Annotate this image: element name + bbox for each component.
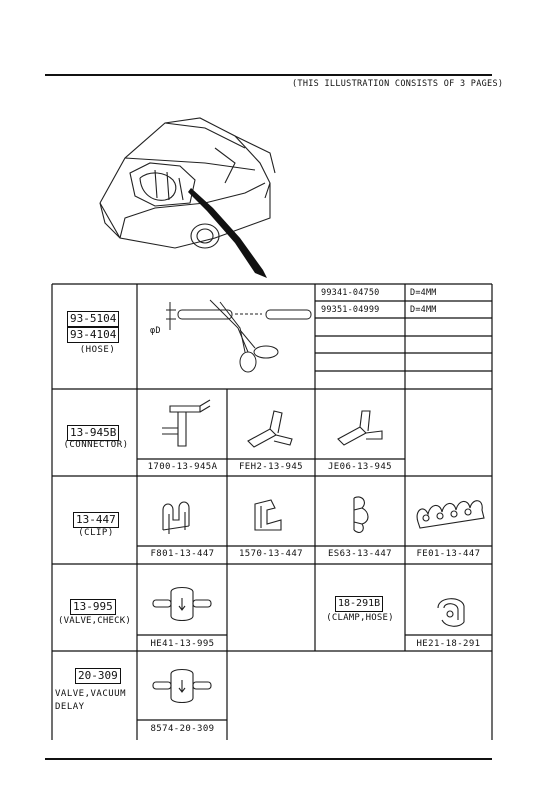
pages-note: (THIS ILLUSTRATION CONSISTS OF 3 PAGES)	[292, 79, 504, 89]
clip-part-4: FE01-13-447	[416, 549, 481, 559]
hose-code-1: 93-5104	[67, 311, 119, 327]
clip-code: 13-447	[73, 512, 119, 528]
hose-code-2: 93-4104	[67, 327, 119, 343]
connector-elbow-illustration	[240, 405, 300, 455]
connector-label: (CONNECTOR)	[63, 440, 129, 450]
valve-check-part: HE41-13-995	[150, 639, 215, 649]
hose-spec-part-1: 99341-04750	[321, 288, 380, 298]
valve-vacuum-label-line-1: VALVE,VACUUM	[55, 689, 127, 699]
clip-part-3: ES63-13-447	[327, 549, 392, 559]
hose-spec-size-2: D=4MM	[410, 305, 437, 315]
connector-part-3: JE06-13-945	[327, 462, 392, 472]
valve-check-code: 13-995	[70, 599, 116, 615]
clip-4-illustration	[412, 492, 490, 532]
clip-2-illustration	[245, 490, 295, 540]
clip-3-illustration	[340, 490, 380, 540]
hose-label: (HOSE)	[79, 345, 116, 355]
valve-vacuum-illustration	[147, 662, 217, 710]
connector-part-2: FEH2-13-945	[238, 462, 303, 472]
valve-check-illustration	[147, 580, 217, 628]
clamp-code: 18-291B	[335, 596, 383, 612]
clip-label: (CLIP)	[78, 528, 114, 538]
connector-t-illustration	[150, 398, 220, 456]
valve-check-label: (VALVE,CHECK)	[57, 616, 132, 626]
hose-spec-size-1: D=4MM	[410, 288, 437, 298]
clamp-illustration	[432, 592, 472, 632]
hose-spec-part-2: 99351-04999	[321, 305, 380, 315]
valve-vacuum-code: 20-309	[75, 668, 121, 684]
clip-1-illustration	[155, 490, 205, 540]
hose-scissors-illustration	[140, 290, 315, 385]
connector-part-1: 1700-13-945A	[147, 462, 218, 472]
connector-branch-illustration	[330, 405, 390, 455]
connector-code: 13-945B	[67, 425, 119, 441]
valve-vacuum-label-line-2: DELAY	[55, 702, 85, 712]
clip-part-2: 1570-13-447	[238, 549, 303, 559]
hose-dimension: φD	[150, 326, 161, 336]
clamp-part: HE21-18-291	[416, 639, 481, 649]
clamp-label: (CLAMP,HOSE)	[326, 613, 394, 623]
valve-vacuum-part: 8574-20-309	[150, 724, 215, 734]
clip-part-1: F801-13-447	[150, 549, 215, 559]
